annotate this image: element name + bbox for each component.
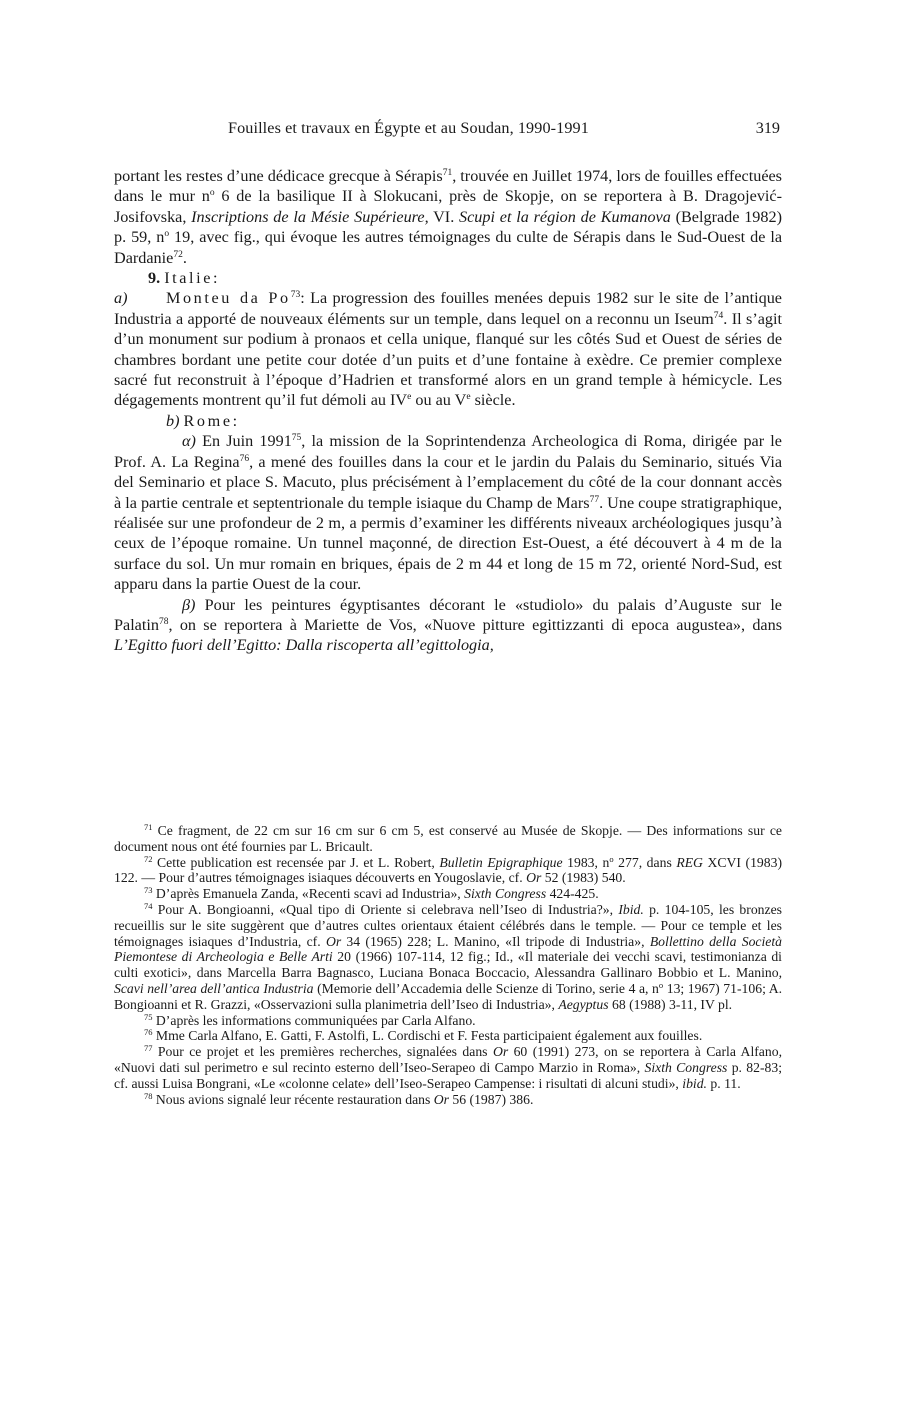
place-name: Monteu da Po <box>166 289 291 308</box>
footnote-number: 75 <box>144 1011 153 1022</box>
footnote-73: $^{73}$ D’après Emanuela Zanda, «Recenti scavi ad Industria», Sixth Congress 424-425. <box>144 885 599 902</box>
place-name: Rome: <box>183 411 240 430</box>
footnote-number: 74 <box>144 900 153 911</box>
subsection-letter: a) <box>114 289 128 308</box>
footnotes <box>114 823 782 1107</box>
footnote-number: 78 <box>144 1090 153 1101</box>
paragraph-monteu-da-po: a) Monteu da Po$^{73}$: La progression des fouilles menées depuis 1982 sur le site de l’antique Industria a apporté de nouveaux éléments sur un temple, dans lequel on a reconnu un Iseum$^{74}$. Il s’agit d’un monument sur podium à pronaos et cella unique, flanqué sur les côtés Sud et Ouest de séries de chambres bordant une petite cour dotée d’un puits et d’une fontaine à exèdre. Ce premier complexe sacré fut reconstruit à l’époque d’Hadrien et transformé alors en un grand temple à hémicycle. Les dégagements montrent qu’il fut démoli au IVe ou au Ve siècle. <box>114 289 782 410</box>
running-title: Fouilles et travaux en Égypte et au Soudan, 1990-1991 <box>228 119 589 137</box>
footnote-number: 71 <box>144 822 153 832</box>
footnote-72: $^{72}$ Cette publication est recensée par J. et L. Robert, Bulletin Epigraphique 1983, $n^o$ 277, dans REG XCVI (1983) 122. — Pour d’autres témoignages isiaques découverts en Yougoslavie, cf. Or 52 (1983) 540. <box>114 853 783 886</box>
footnote-75: $^{75}$ D’après les informations communiquées par Carla Alfano. <box>144 1011 476 1028</box>
section-number: 9. <box>148 269 161 288</box>
paragraph-beta-palatin: β) Pour les peintures égyptisantes décorant le «studiolo» du palais d’Auguste sur le Palatin$^{78}$, on se reportera à Mariette de Vos, «Nuove pitture egittizzanti di epoca augustea», dans L’Egitto fuori dell’Egitto: Dalla riscoperta all’egittologia, <box>114 595 782 655</box>
paragraph-serapis-dedication: portant les restes d’une dédicace grecque à Sérapis$^{71}$, trouvée en Juillet 1974, lors de fouilles effectuées dans le mur $n^o$ 6 de la basilique II à Slokucani, près de Skopje, on se reportera à B. Dragojević-Josifovska, Inscriptions de la Mésie Supérieure, VI. Scupi et la région de Kumanova (Belgrade 1982) p. 59, $n^o$ 19, avec fig., qui évoque les autres témoignages du culte de Sérapis dans le Sud-Ouest de la Dardanie$^{72}$. <box>114 167 783 267</box>
footnote-ref-78[interactable]: 78 <box>158 616 169 627</box>
footnote-ref-72[interactable]: 72 <box>173 249 183 260</box>
book-title: L’Egitto fuori dell’Egitto: Dalla riscoperta all’egittologia, <box>114 636 494 655</box>
footnote-ref-71[interactable]: 71 <box>442 168 453 178</box>
paragraph-alpha-seminario: α) En Juin 1991$^{75}$, la mission de la Soprintendenza Archeologica di Roma, dirigée par le Prof. A. La Regina$^{76}$, a mené des fouilles dans la cour et le jardin du Palais du Seminario, situés Via del Seminario et place S. Macuto, plus précisément à l’emplacement du côté de la cour donnant accès à la partie centrale et septentrionale du temple isiaque du Champ de Mars$^{77}$. Une coupe stratigraphique, réalisée sur une profondeur de 2 m, a permis d’examiner les différents niveaux archéologiques jusqu’à ceux de l’époque romaine. Un tunnel maçonné, de direction Est-Ouest, a été découvert à 4 m de la surface du sol. Un mur romain en briques, épais de 2 m 44 et long de 15 m 72, orienté Nord-Sud, est apparu dans la partie Ouest de la cour. <box>114 432 783 594</box>
item-letter: β) <box>182 595 196 614</box>
footnote-ref-76[interactable]: 76 <box>239 453 250 464</box>
subsection-letter: b) <box>166 411 180 430</box>
footnote-76: $^{76}$ Mme Carla Alfano, E. Gatti, F. Astolfi, L. Cordischi et F. Festa participaient également aux fouilles. <box>144 1027 703 1044</box>
footnote-77: $^{77}$ Pour ce projet et les premières recherches, signalées dans Or 60 (1991) 273, on se reportera à Carla Alfano, «Nuovi dati sul perimetro e sul recinto esterno dell’Iseo-Serapeo di Campo Marzio in Roma», Sixth Congress p. 82-83; cf. aussi Luisa Bongrani, «Le «colonne celate» dell’Iseo-Serapeo Campense: i risultati di alcuni studi», ibid. p. 11. <box>114 1043 783 1091</box>
book-title: Inscriptions de la Mésie Supérieure, <box>191 207 429 226</box>
section-heading-italie <box>114 268 782 288</box>
footnote-number: 77 <box>144 1043 153 1054</box>
book-subtitle: Scupi et la région de Kumanova <box>459 207 671 226</box>
footnote-ref-75[interactable]: 75 <box>291 433 302 444</box>
footnote-74: $^{74}$ Pour A. Bongioanni, «Qual tipo di Oriente si celebrava nell’Iseo di Industria?», Ibid. p. 104-105, les bronzes recueillis sur le site suggèrent que d’autres cultes orientaux étaient célébrés dans le temple. — Pour ce temple et les témoignages isiaques d’Industria, cf. Or 34 (1965) 228; L. Manino, «Il tripode di Industria», Bollettino della Società Piemontese di Archeologia e Belle Arti 20 (1966) 107-114, 12 fig.; Id., «Il materiale dei vecchi scavi, testimonianza di culti exotici», dans Marcella Barra Bagnasco, Luciana Bonaca Boccacio, Alessandra Gallinaro Bobbio et L. Manino, Scavi nell’area dell’antica Industria (Memorie dell’Accademia delle Scienze di Torino, serie 4 a, $n^o$ 13; 1967) 71-106; A. Bongioanni et R. Grazzi, «Osservazioni sulla planimetria dell’Iseo di Industria», Aegyptus 68 (1988) 3-11, IV pl. <box>114 900 783 1012</box>
running-header <box>228 119 780 143</box>
footnote-ref-77[interactable]: 77 <box>589 494 600 505</box>
footnote-number: 72 <box>144 853 153 864</box>
footnote-78: $^{78}$ Nous avions signalé leur récente restauration dans Or 56 (1987) 386. <box>144 1090 534 1107</box>
item-letter: α) <box>182 432 196 451</box>
footnote-number: 73 <box>144 885 153 896</box>
footnote-71: $^{71}$ Ce fragment, de 22 cm sur 16 cm sur 6 cm 5, est conservé au Musée de Skopje. — Des informations sur ce document nous ont été fournies par L. Bricault. <box>114 822 782 854</box>
footnote-ref-73[interactable]: 73 <box>290 290 301 301</box>
footnote-ref-74[interactable]: 74 <box>713 310 724 321</box>
page-number: 319 <box>755 119 780 137</box>
footnote-number: 76 <box>144 1027 153 1038</box>
subsection-heading-rome <box>114 411 782 431</box>
main-text <box>114 166 782 656</box>
section-label: Italie: <box>164 269 221 288</box>
